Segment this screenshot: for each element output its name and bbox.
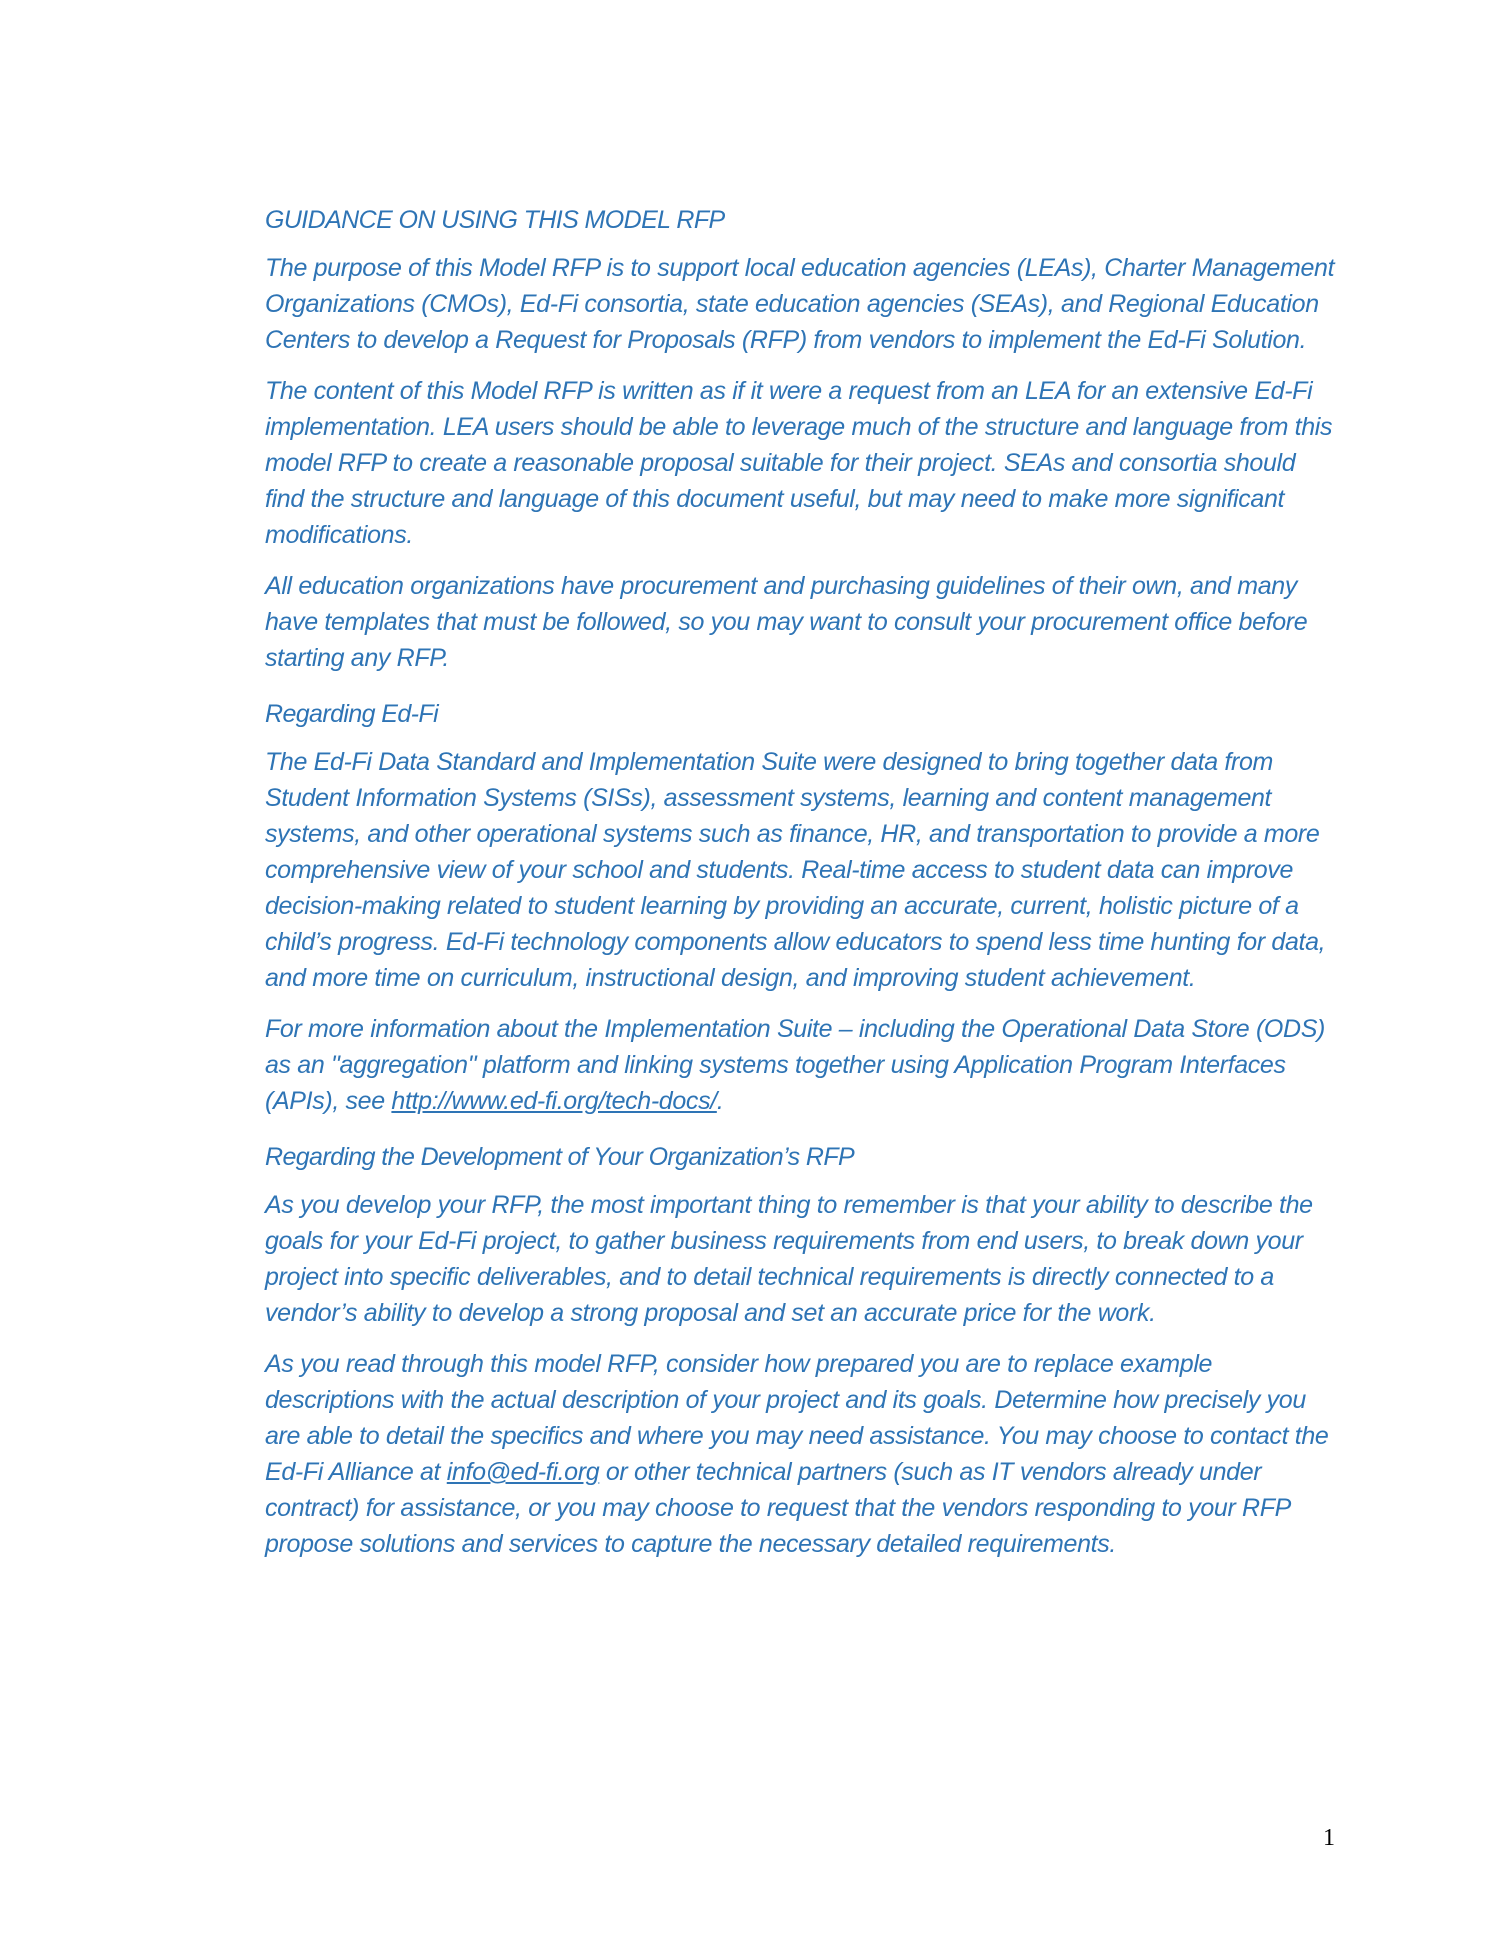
edfi-paragraph-more-info <box>265 1011 1337 1119</box>
edfi-paragraph-overview: The Ed-Fi Data Standard and Implementation Suite were designed to bring together data from Student Information Systems (SISs), assessment systems, learning and content management systems, and other operational systems such as finance, HR, and transportation to provide a more comprehensive view of your school and students. Real-time access to student data can improve decision-making related to student learning by providing an accurate, current, holistic picture of a child’s progress. Ed-Fi technology components allow educators to spend less time hunting for data, and more time on curriculum, instructional design, and improving student achievement. <box>265 748 1326 992</box>
edfi-more-info-period: . <box>716 1087 724 1115</box>
edfi-more-info-text: For more information about the Implementation Suite – including the Operational Data Store (ODS) as an "aggregation" platform and linking systems together using Application Program Interfaces (APIs), see <box>265 1015 1326 1115</box>
section-heading-regarding-edfi: Regarding Ed-Fi <box>265 700 439 728</box>
rfp-paragraph-prepare <box>265 1346 1337 1562</box>
email-link[interactable]: info@ed-fi.org <box>446 1458 600 1486</box>
rfp-prepare-text-end: or other technical partners (such as IT vendors already under contract) for assistance, or you may choose to request that the vendors responding to your RFP propose solutions and services to capture the necessary detailed requirements. <box>265 1458 1291 1558</box>
tech-docs-link[interactable]: http://www.ed-fi.org/tech-docs/ <box>391 1087 717 1115</box>
intro-paragraph-procurement: All education organizations have procurement and purchasing guidelines of their own, and many have templates that must be followed, so you may want to consult your procurement office before starting any RFP. <box>265 572 1308 672</box>
page-content <box>265 200 1337 1577</box>
section-heading-rfp-development: Regarding the Development of Your Organization’s RFP <box>265 1143 855 1171</box>
document-title: GUIDANCE ON USING THIS MODEL RFP <box>265 206 725 234</box>
intro-paragraph-purpose: The purpose of this Model RFP is to support local education agencies (LEAs), Charter Management Organizations (CMOs), Ed-Fi consortia, state education agencies (SEAs), and Regional Education Centers to develop a Request for Proposals (RFP) from vendors to implement the Ed-Fi Solution. <box>265 254 1335 354</box>
page-number: 1 <box>1323 1825 1335 1851</box>
rfp-prepare-text: As you read through this model RFP, consider how prepared you are to replace example descriptions with the actual description of your project and its goals. Determine how precisely you are able to detail the specifics and where you may need assistance. You may choose to contact the Ed-Fi Alliance at <box>265 1350 1329 1486</box>
intro-paragraph-content: The content of this Model RFP is written as if it were a request from an LEA for an extensive Ed-Fi implementation. LEA users should be able to leverage much of the structure and language from this model RFP to create a reasonable proposal suitable for their project. SEAs and consortia should find the structure and language of this document useful, but may need to make more significant modifications. <box>265 377 1333 549</box>
rfp-paragraph-goals: As you develop your RFP, the most important thing to remember is that your ability to describe the goals for your Ed-Fi project, to gather business requirements from end users, to break down your project into specific deliverables, and to detail technical requirements is directly connected to a vendor’s ability to develop a strong proposal and set an accurate price for the work. <box>265 1191 1313 1327</box>
